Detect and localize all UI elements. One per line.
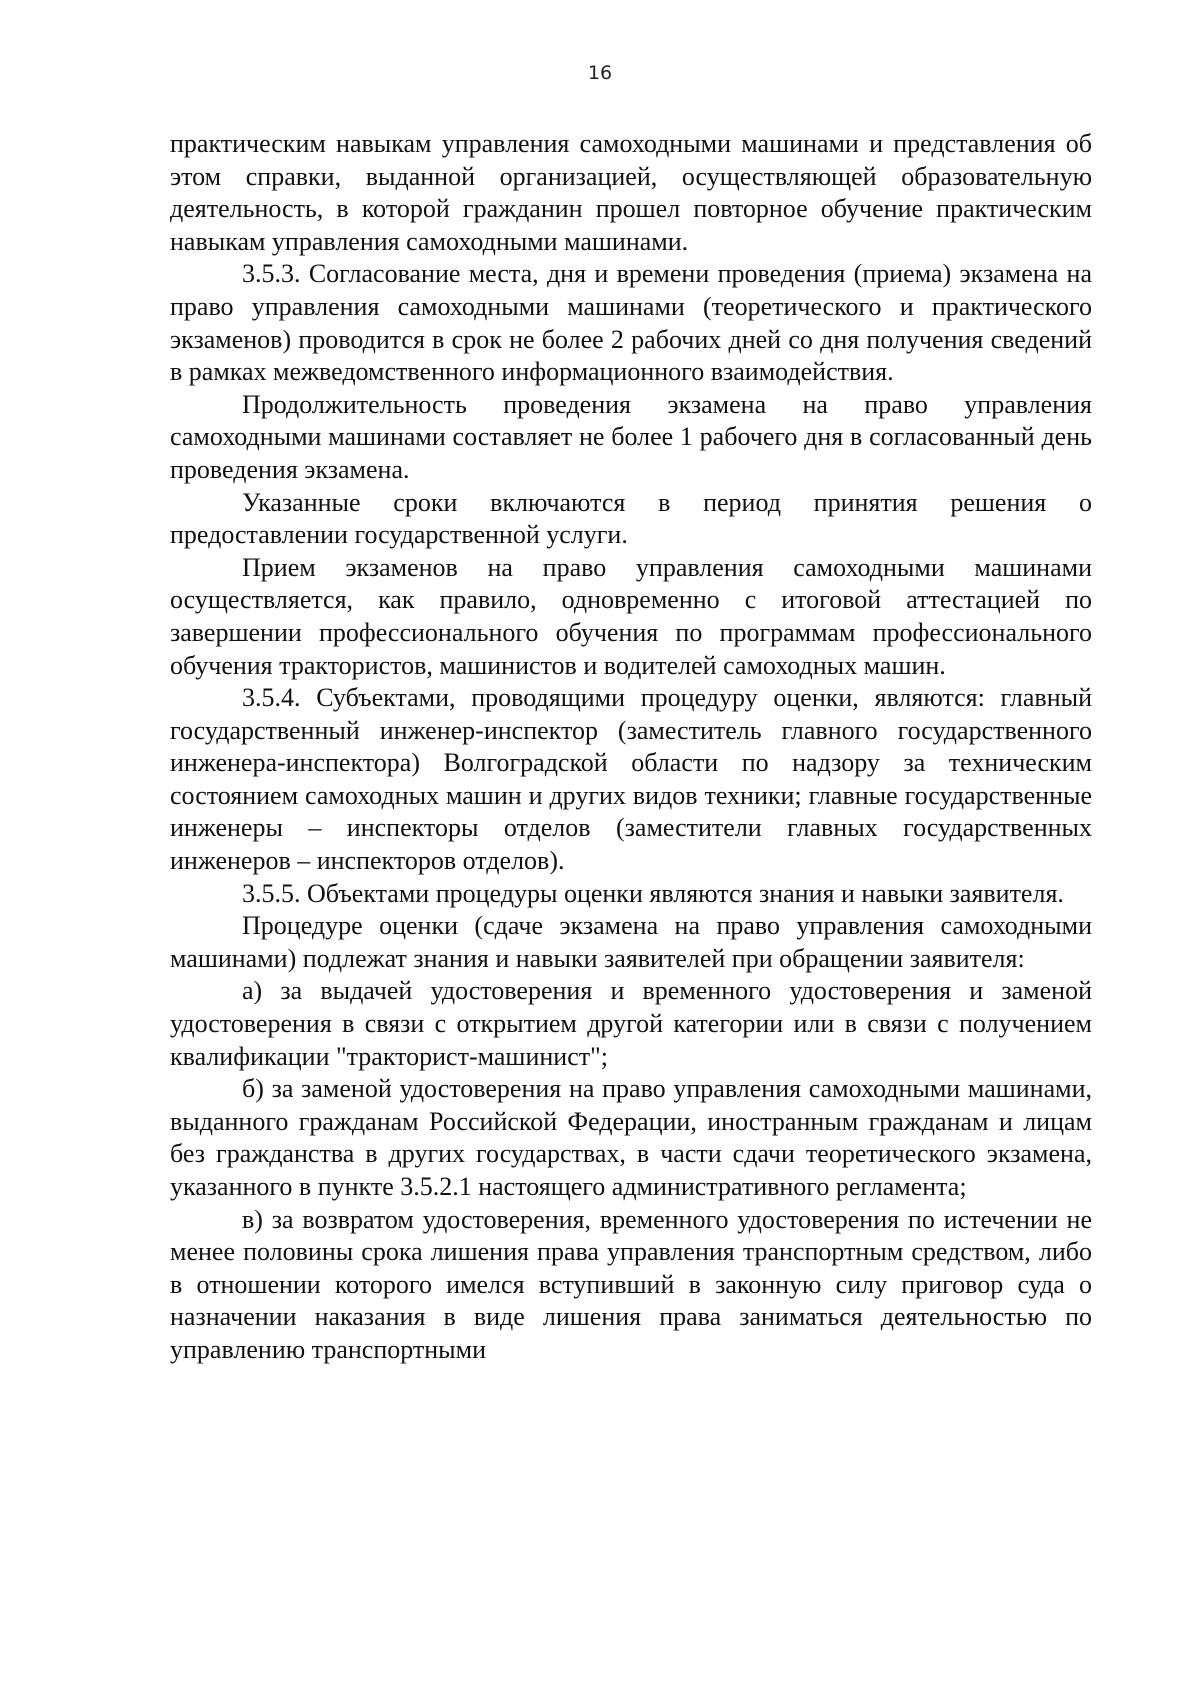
list-item-v: в) за возвратом удостоверения, временного удостоверения по истечении не менее половины срока лишения права управления транспортным средством, либо в отношении которого имелся вступивший в законную силу приговор суда о назначении наказания в виде лишения права заниматься деятельностью по управлению транспортными: [170, 1204, 1092, 1364]
paragraph-assessment-procedure: Процедуре оценки (сдаче экзамена на право управления самоходными машинами) подлежат знания и навыки заявителей при обращении заявителя:: [170, 911, 1092, 973]
paragraph-exam-acceptance: Прием экзаменов на право управления самоходными машинами осуществляется, как правило, одновременно с итоговой аттестацией по завершении профессионального обучения по программам профессионального обучения трактористов, машинистов и водителей самоходных машин.: [170, 552, 1092, 680]
page-number: 16: [587, 62, 613, 84]
paragraph-terms: Указанные сроки включаются в период принятия решения о предоставлении государственной услуги.: [170, 487, 1092, 550]
paragraph-exam-duration: Продолжительность проведения экзамена на право управления самоходными машинами составляет не более 1 рабочего дня в согласованный день проведения экзамена.: [170, 389, 1092, 484]
document-body: [170, 128, 1092, 1367]
paragraph-3-5-5: 3.5.5. Объектами процедуры оценки являются знания и навыки заявителя.: [242, 878, 1064, 908]
paragraph-3-5-4: 3.5.4. Субъектами, проводящими процедуру оценки, являются: главный государственный инженер-инспектор (заместитель главного государственного инженера-инспектора) Волгоградской области по надзору за техническим состоянием самоходных машин и других видов техники; главные государственные инженеры – инспекторы отделов (заместители главных государственных инженеров – инспекторов отделов).: [170, 683, 1092, 876]
paragraph-3-5-3: 3.5.3. Согласование места, дня и времени проведения (приема) экзамена на право управления самоходными машинами (теоретического и практического экзаменов) проводится в срок не более 2 рабочих дней со дня получения сведений в рамках межведомственного информационного взаимодействия.: [170, 259, 1092, 387]
list-item-a: а) за выдачей удостоверения и временного удостоверения и заменой удостоверения в связи с открытием другой категории или в связи с получением квалификации "тракторист-машинист";: [170, 976, 1092, 1071]
list-item-b: б) за заменой удостоверения на право управления самоходными машинами, выданного гражданам Российской Федерации, иностранным гражданам и лицам без гражданства в других государствах, в части сдачи теоретического экзамена, указанного в пункте 3.5.2.1 настоящего административного регламента;: [170, 1074, 1092, 1201]
paragraph-continuation: практическим навыкам управления самоходными машинами и представления об этом справки, выданной организацией, осуществляющей образовательную деятельность, в которой гражданин прошел повторное обучение практическим навыкам управления самоходными машинами.: [170, 129, 1092, 256]
